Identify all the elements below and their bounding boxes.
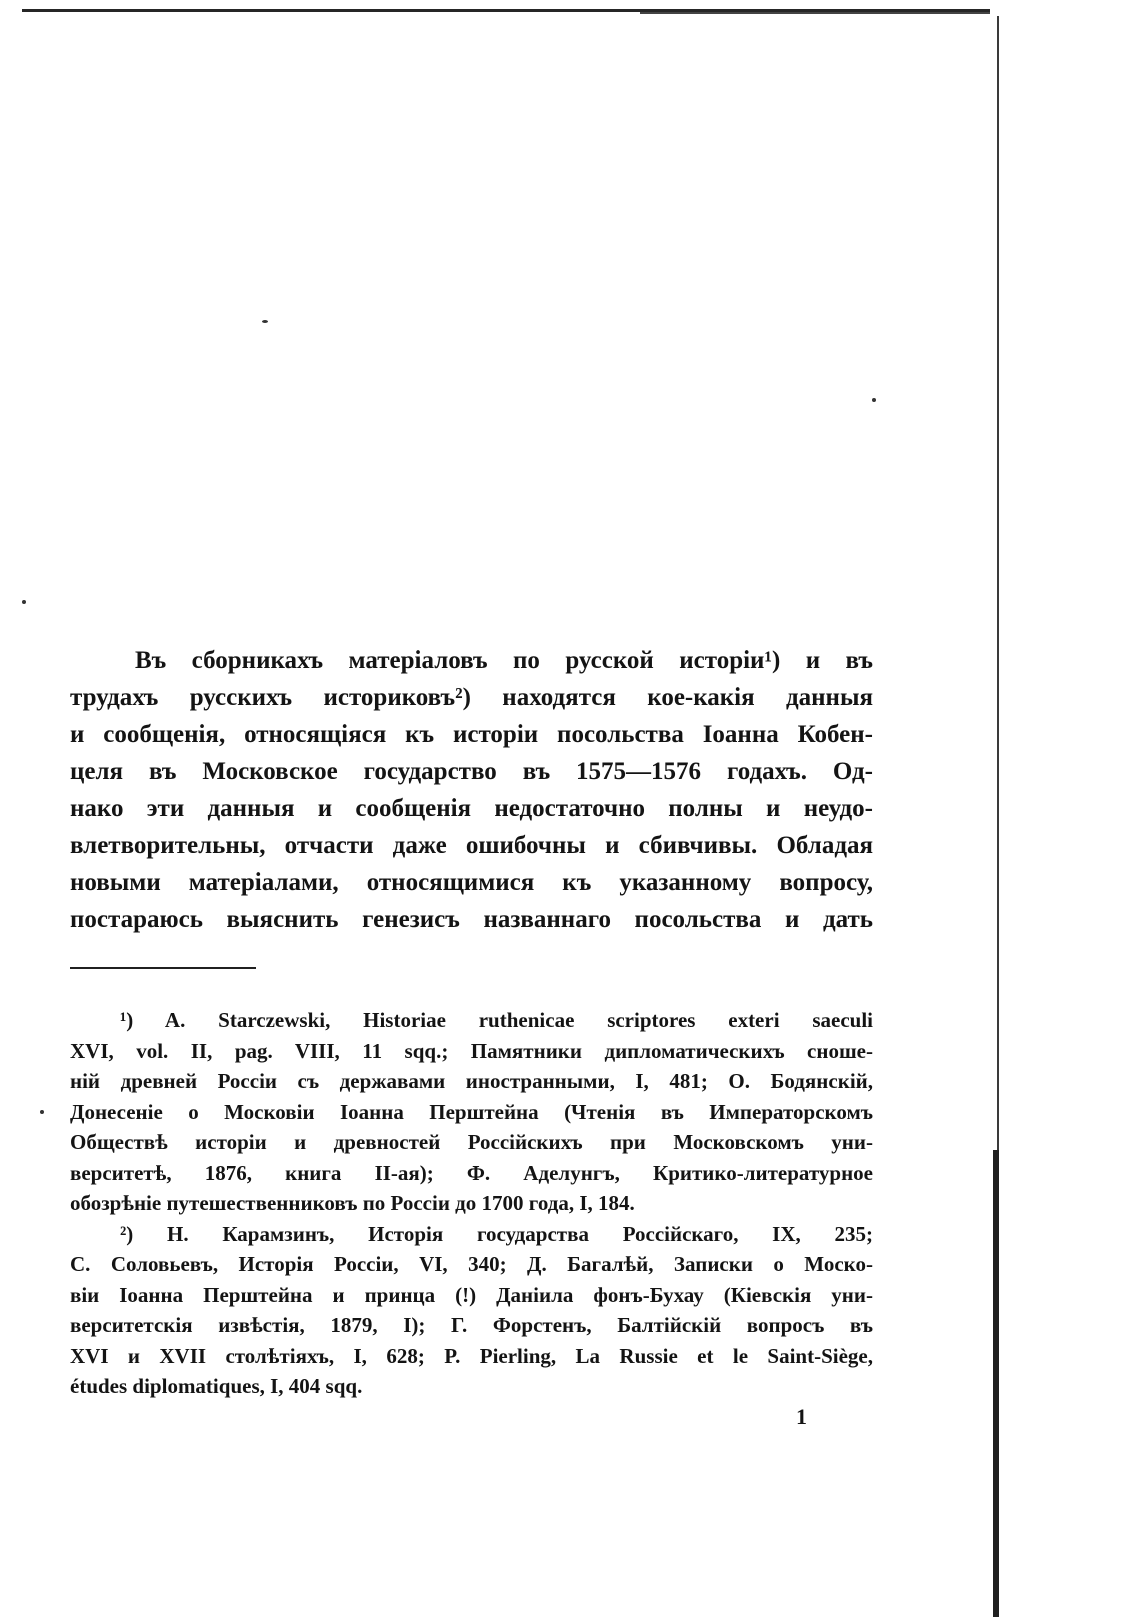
footnote-1 xyxy=(70,1005,873,1219)
scan-speck xyxy=(22,600,26,604)
footnote-line: обозрѣніе путешественниковъ по Россіи до 1700 года, I, 184. xyxy=(70,1191,635,1215)
main-text-line: целя въ Московское государство въ 1575—1576 годахъ. Од- xyxy=(70,758,873,785)
main-text-line: влетворительны, отчасти даже ошибочны и сбивчивы. Обладая xyxy=(70,832,873,859)
footnote-line: верситетскія извѣстія, 1879, I); Г. Форстенъ, Балтійскій вопросъ въ xyxy=(70,1313,873,1337)
main-text-line: Въ сборникахъ матеріаловъ по русской исторіи¹) и въ xyxy=(135,647,873,674)
main-text-line: и сообщенія, относящіяся къ исторіи посольства Іоанна Кобен- xyxy=(70,721,873,748)
footnotes xyxy=(70,1005,873,1402)
footnote-line: ній древней Россіи съ державами иностранными, I, 481; О. Бодянскій, xyxy=(70,1069,873,1093)
main-text-line: постараюсь выяснить генезисъ названнаго посольства и дать xyxy=(70,906,873,933)
footnote-separator xyxy=(70,967,256,969)
footnote-line: études diplomatiques, I, 404 sqq. xyxy=(70,1374,363,1398)
footnote-2 xyxy=(70,1219,873,1402)
scan-speck xyxy=(40,1110,44,1114)
footnote-line: XVI, vol. II, pag. VIII, 11 sqq.; Памятники дипломатическихъ сноше- xyxy=(70,1038,873,1063)
scan-speck xyxy=(872,398,876,402)
main-paragraph xyxy=(70,642,873,938)
main-text-line: трудахъ русскихъ историковъ²) находятся кое-какія данныя xyxy=(70,684,873,711)
main-text-line: новыми матеріалами, относящимися къ указанному вопросу, xyxy=(70,869,873,896)
footnote-line: Обществѣ исторіи и древностей Россійскихъ при Московскомъ уни- xyxy=(70,1130,873,1154)
page-top-edge-shadow xyxy=(640,12,990,14)
footnote-line: ²) Н. Карамзинъ, Исторія государства Россійскаго, IX, 235; xyxy=(120,1221,873,1246)
main-text-line: нако эти данныя и сообщенія недостаточно полны и неудо- xyxy=(70,795,873,822)
page-number: 1 xyxy=(796,1404,807,1429)
page-right-edge-shadow xyxy=(993,1150,999,1617)
footnote-line: XVI и XVII столѣтіяхъ, I, 628; P. Pierling, La Russie et le Saint-Siège, xyxy=(70,1343,873,1368)
scan-speck xyxy=(262,320,268,323)
footnote-line: віи Іоанна Перштейна и принца (!) Даніила фонъ-Бухау (Кіевскія уни- xyxy=(70,1282,873,1307)
footnote-line: ¹) A. Starczewski, Historiae ruthenicae scriptores exteri saeculi xyxy=(120,1008,873,1032)
footnote-line: Донесеніе о Московіи Іоанна Перштейна (Чтенія въ Императорскомъ xyxy=(70,1099,873,1124)
footnote-line: С. Соловьевъ, Исторія Россіи, VI, 340; Д. Багалѣй, Записки о Моско- xyxy=(70,1252,873,1276)
footnote-line: верситетѣ, 1876, книга II-ая); Ф. Аделунгъ, Критико-литературное xyxy=(70,1160,873,1185)
